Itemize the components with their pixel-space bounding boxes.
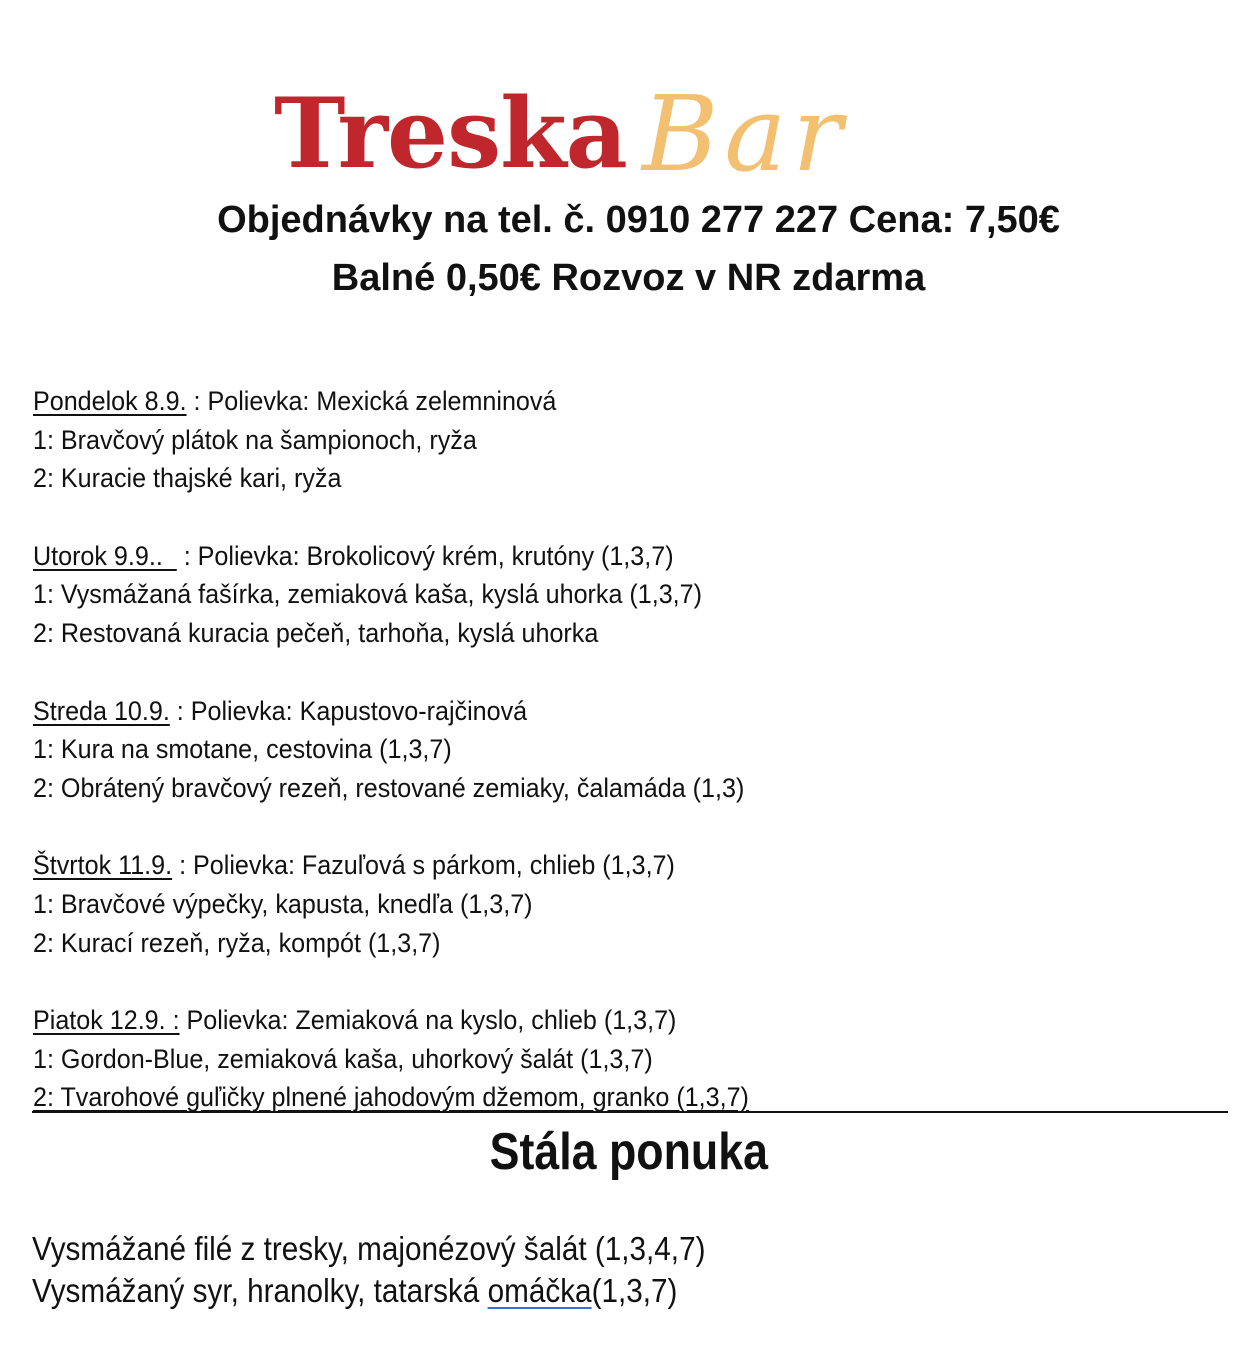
day-name: Piatok 12.9. :: [33, 1005, 180, 1035]
permanent-offer-title: [0, 1118, 1257, 1186]
day-friday: [33, 1001, 1149, 1117]
section-divider: [32, 1111, 1228, 1113]
order-info-line: Objednávky na tel. č. 0910 277 227 Cena: 7,50€: [217, 199, 1060, 241]
weekly-menu: [33, 382, 1149, 1117]
meal-1: 1: Gordon-Blue, zemiaková kaša, uhorkový šalát (1,3,7): [33, 1043, 653, 1074]
meal-2: 2: Obrátený bravčový rezeň, restované zemiaky, čalamáda (1,3): [33, 772, 745, 803]
soup-line: [33, 1001, 1149, 1040]
delivery-info-line: Balné 0,50€ Rozvoz v NR zdarma: [331, 257, 926, 299]
day-name: Pondelok 8.9.: [33, 386, 187, 416]
soup-text: : Polievka: Mexická zelemninová: [186, 386, 557, 416]
meal-1: 1: Vysmážaná fašírka, zemiaková kaša, kyslá uhorka (1,3,7): [33, 579, 702, 610]
soup-line: [33, 692, 1149, 731]
soup-text: : Polievka: Kapustovo-rajčinová: [169, 695, 528, 726]
permanent-item-2-allergens: (1,3,7): [591, 1272, 678, 1309]
meal-2: 2: Kurací rezeň, ryža, kompót (1,3,7): [33, 927, 441, 958]
permanent-offer-list: [32, 1228, 1112, 1312]
permanent-item-2: [32, 1270, 1112, 1312]
soup-text: : Polievka: Fazuľová s párkom, chlieb (1,3,7): [172, 850, 675, 881]
soup-text: Polievka: Zemiaková na kyslo, chlieb (1,3,7): [179, 1005, 677, 1035]
meal-1: 1: Bravčový plátok na šampionoch, ryža: [33, 424, 477, 455]
soup-text: : Polievka: Brokolicový krém, krutóny (1,3,7): [176, 540, 674, 571]
permanent-item-2-text: Vysmážaný syr, hranolky, tatarská: [32, 1272, 488, 1309]
soup-line: [33, 537, 1149, 576]
day-thursday: [33, 846, 1149, 962]
day-wednesday: [33, 692, 1149, 808]
day-monday: [33, 382, 1149, 498]
soup-line: [33, 846, 1149, 885]
meal-2: 2: Kuracie thajské kari, ryža: [33, 463, 342, 494]
logo-treska-text: Treska: [274, 77, 627, 190]
spellcheck-marked-word: omáčka: [487, 1272, 592, 1309]
day-name: Štvrtok 11.9.: [33, 850, 173, 881]
meal-2: 2: Tvarohové guľičky plnené jahodovým džemom, granko (1,3,7): [33, 1082, 749, 1113]
logo: [272, 73, 992, 198]
day-name: Streda 10.9.: [33, 695, 170, 726]
soup-line: [33, 382, 1149, 421]
permanent-offer-title-text: Stála ponuka: [489, 1123, 768, 1181]
meal-2: 2: Restovaná kuracia pečeň, tarhoňa, kyslá uhorka: [33, 618, 599, 649]
meal-1: 1: Kura na smotane, cestovina (1,3,7): [33, 734, 452, 765]
logo-bar-text: Bar: [642, 73, 849, 195]
meal-1: 1: Bravčové výpečky, kapusta, knedľa (1,3,7): [33, 888, 533, 919]
day-tuesday: [33, 537, 1149, 653]
day-name: Utorok 9.9..: [33, 540, 177, 571]
permanent-item-1: Vysmážané filé z tresky, majonézový šalát (1,3,4,7): [32, 1230, 706, 1267]
